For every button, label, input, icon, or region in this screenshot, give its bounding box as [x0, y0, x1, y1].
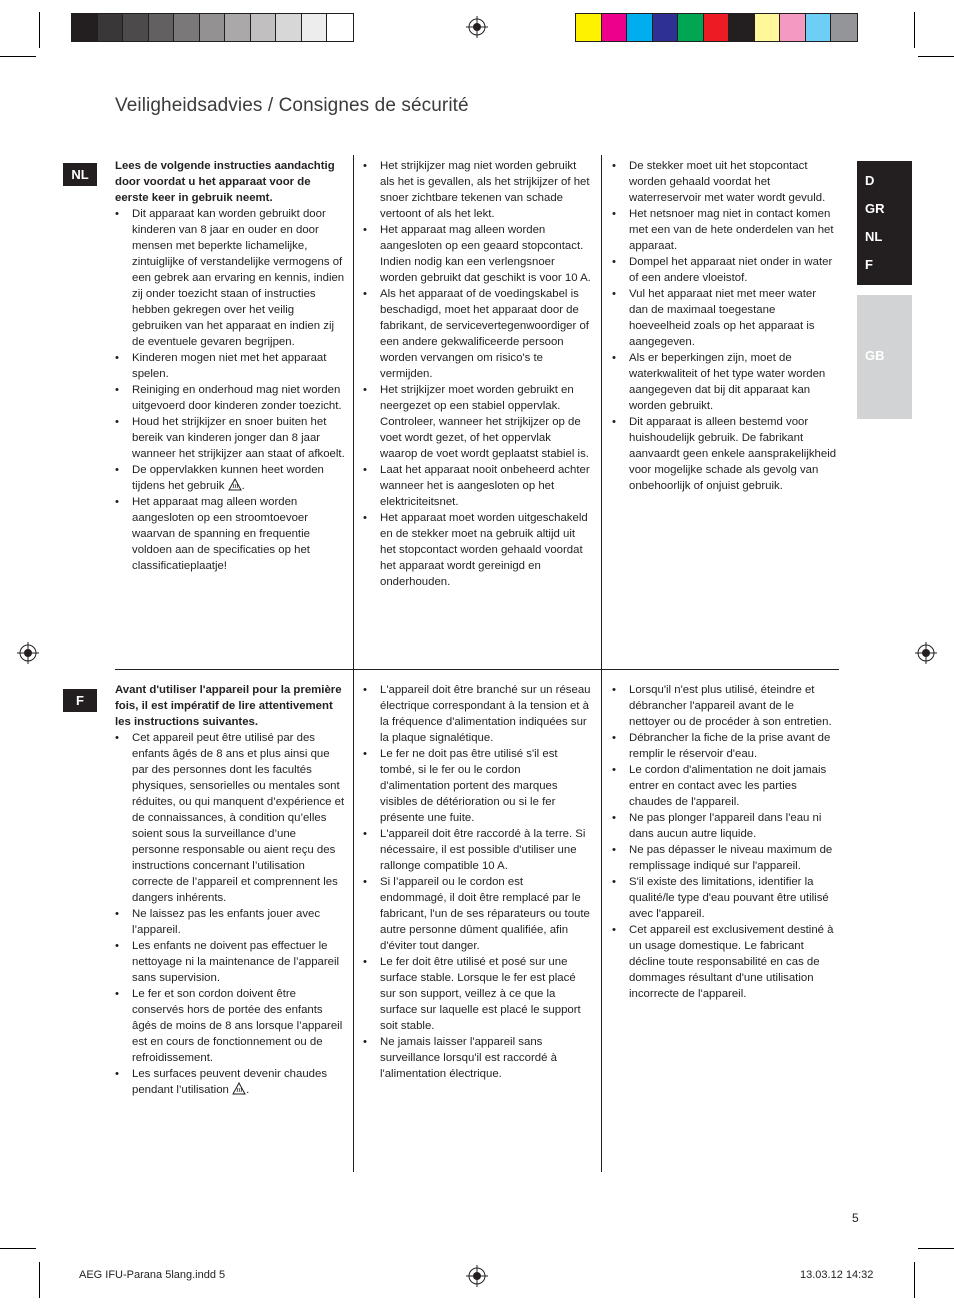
list-item: • L'appareil doit être branché sur un réseau électrique correspondant à la tension et à la fréquence d'alimentation indiquées sur la plaque signalétique.	[363, 682, 591, 746]
list-item: • Ne laissez pas les enfants jouer avec l’appareil.	[115, 906, 345, 938]
list-item: • Kinderen mogen niet met het apparaat spelen.	[115, 350, 345, 382]
crop-mark	[39, 1262, 40, 1298]
list-item: • Het apparaat moet worden uitgeschakeld en de stekker moet na gebruik altijd uit het stopcontact worden gehaald voordat het apparaat wordt gereinigd en onderhouden.	[363, 510, 591, 590]
nl-column-1	[115, 158, 345, 574]
footer-filename: AEG IFU-Parana 5lang.indd 5	[79, 1269, 226, 1281]
column-divider	[601, 155, 602, 669]
gray-swatch	[149, 14, 175, 41]
list-item: • Le fer et son cordon doivent être conservés hors de portée des enfants âgés de moins de 8 ans lorsque l’appareil est en cours de fonctionnement ou de refroidissement.	[115, 986, 345, 1066]
nl-intro: Lees de volgende instructies aandachtig door voordat u het apparaat voor de eerste keer in gebruik neemt.	[115, 160, 335, 204]
section-badge-f: F	[63, 689, 97, 712]
list-item: • Les enfants ne doivent pas effectuer le nettoyage ni la maintenance de l’appareil sans supervision.	[115, 938, 345, 986]
color-swatch	[755, 14, 781, 41]
lang-tab-f[interactable]: F	[865, 257, 873, 272]
registration-mark-icon	[466, 1265, 488, 1287]
color-swatch	[729, 14, 755, 41]
gray-swatch	[225, 14, 251, 41]
gray-swatch	[200, 14, 226, 41]
gray-swatch	[327, 14, 353, 41]
list-item: • Cet appareil peut être utilisé par des enfants âgés de 8 ans et plus ainsi que par des personnes dont les facultés physiques, sensorielles ou mentales sont réduites, ou qui manquent d’expérience et de connaissances, à condition qu’elles soient sous la surveillance d’une personne responsable ou aient reçu des instructions concernant l’utilisation correcte de l’appareil et comprennent les dangers inhérents.	[115, 730, 345, 906]
fr-column-1	[115, 682, 345, 1098]
gray-swatch	[98, 14, 124, 41]
crop-mark	[39, 12, 40, 48]
hot-surface-warning-icon	[232, 1082, 246, 1095]
registration-mark-icon	[17, 642, 39, 664]
column-divider	[353, 670, 354, 1172]
warning-text: Les surfaces peuvent devenir chaudes pendant l’utilisation	[132, 1068, 328, 1096]
list-item: • Laat het apparaat nooit onbeheerd achter wanneer het is aangesloten op het elektriciteitsnet.	[363, 462, 591, 510]
gray-swatch	[276, 14, 302, 41]
list-item-warning: • De oppervlakken kunnen heet worden tijdens het gebruik .	[115, 462, 345, 494]
list-item: • Le fer doit être utilisé et posé sur une surface stable. Lorsque le fer est placé sur son support, veillez à ce que la surface sur laquelle est placé le support soit stable.	[363, 954, 591, 1034]
list-item: • Le cordon d'alimentation ne doit jamais entrer en contact avec les parties chaudes de l'appareil.	[612, 762, 838, 810]
list-item-warning: • Les surfaces peuvent devenir chaudes pendant l’utilisation .	[115, 1066, 345, 1098]
list-item: • Dit apparaat kan worden gebruikt door kinderen van 8 jaar en ouder en door mensen met beperkte lichamelijke, zintuiglijke of verstandelijke vermogens of een gebrek aan ervaring en kennis, indien zij onder toezicht staan of instructies hebben gekregen over het veilig gebruiken van het apparaat en indien zij de eventuele gevaren begrijpen.	[115, 206, 345, 350]
list-item: • Het apparaat mag alleen worden aangesloten op een stroomtoevoer waarvan de spanning en frequentie voldoen aan de specificaties op het classificatieplaatje!	[115, 494, 345, 574]
crop-mark	[0, 56, 36, 57]
nl-column-3	[612, 158, 838, 494]
crop-mark	[914, 1262, 915, 1298]
color-swatch	[602, 14, 628, 41]
list-item: • Dompel het apparaat niet onder in water of een andere vloeistof.	[612, 254, 838, 286]
list-item: • Als er beperkingen zijn, moet de waterkwaliteit of het type water worden aangegeven dat bij dit apparaat kan worden gebruikt.	[612, 350, 838, 414]
list-item: • Ne pas plonger l'appareil dans l'eau ni dans aucun autre liquide.	[612, 810, 838, 842]
gray-swatch	[123, 14, 149, 41]
list-item: • Het strijkijzer moet worden gebruikt en neergezet op een stabiel oppervlak. Controleer, wanneer het strijkijzer op de voet wordt gezet, of het oppervlak waarop de voet wordt geplaatst stabiel is.	[363, 382, 591, 462]
color-swatch	[627, 14, 653, 41]
list-item: • Als het apparaat of de voedingskabel is beschadigd, moet het apparaat door de fabrikant, de servicevertegenwoordiger of een andere gekwalificeerde persoon worden vervangen om risico's te vermijden.	[363, 286, 591, 382]
grayscale-color-bar	[71, 13, 354, 42]
crop-mark	[918, 56, 954, 57]
color-swatch	[831, 14, 857, 41]
section-divider	[115, 669, 839, 670]
nl-column-2	[363, 158, 591, 590]
warning-text: De oppervlakken kunnen heet worden tijdens het gebruik	[132, 464, 324, 492]
list-item: • Vul het apparaat niet met meer water dan de maximaal toegestane hoeveelheid zoals op het apparaat is aangegeven.	[612, 286, 838, 350]
list-item: • Het netsnoer mag niet in contact komen met een van de hete onderdelen van het apparaat.	[612, 206, 838, 254]
fr-column-2	[363, 682, 591, 1082]
color-swatch	[678, 14, 704, 41]
language-tabs-inactive	[857, 295, 912, 419]
gray-swatch	[302, 14, 328, 41]
lang-tab-gb[interactable]: GB	[865, 348, 885, 363]
fr-column-3	[612, 682, 838, 1002]
list-item: • Si l’appareil ou le cordon est endommagé, il doit être remplacé par le fabricant, l'un de ses réparateurs ou toute autre personne dûment qualifiée, afin d'éviter tout danger.	[363, 874, 591, 954]
list-item: • Reiniging en onderhoud mag niet worden uitgevoerd door kinderen zonder toezicht.	[115, 382, 345, 414]
column-divider	[353, 155, 354, 669]
list-item: • S'il existe des limitations, identifier la qualité/le type d'eau pouvant être utilisé avec l'appareil.	[612, 874, 838, 922]
color-swatch	[576, 14, 602, 41]
registration-mark-icon	[466, 16, 488, 38]
language-tabs-active	[857, 161, 912, 285]
lang-tab-nl[interactable]: NL	[865, 229, 883, 244]
list-item: • Ne jamais laisser l'appareil sans surveillance lorsqu'il est raccordé à l'alimentation électrique.	[363, 1034, 591, 1082]
list-item: • Lorsqu'il n'est plus utilisé, éteindre et débrancher l'appareil avant de le nettoyer ou de procéder à son entretien.	[612, 682, 838, 730]
list-item: • Débrancher la fiche de la prise avant de remplir le réservoir d'eau.	[612, 730, 838, 762]
crop-mark	[918, 1248, 954, 1249]
gray-swatch	[174, 14, 200, 41]
list-item: • Houd het strijkijzer en snoer buiten het bereik van kinderen jonger dan 8 jaar wanneer het strijkijzer aan staat of afkoelt.	[115, 414, 345, 462]
process-color-bar	[575, 13, 858, 42]
list-item: • Dit apparaat is alleen bestemd voor huishoudelijk gebruik. De fabrikant aanvaardt geen enkele aansprakelijkheid voor mogelijke schade als gevolg van onbehoorlijk of onjuist gebruik.	[612, 414, 838, 494]
crop-mark	[914, 12, 915, 48]
color-swatch	[780, 14, 806, 41]
page-title: Veiligheidsadvies / Consignes de sécurité	[115, 95, 469, 116]
list-item: • De stekker moet uit het stopcontact worden gehaald voordat het waterreservoir met water wordt gevuld.	[612, 158, 838, 206]
section-badge-nl: NL	[63, 163, 97, 186]
fr-intro: Avant d'utiliser l'appareil pour la première fois, il est impératif de lire attentivement les instructions suivantes.	[115, 684, 342, 728]
color-swatch	[806, 14, 832, 41]
list-item: • Le fer ne doit pas être utilisé s'il est tombé, si le fer ou le cordon d'alimentation portent des marques visibles de détérioration ou si le fer présente une fuite.	[363, 746, 591, 826]
list-item: • L'appareil doit être raccordé à la terre. Si nécessaire, il est possible d'utiliser une rallonge compatible 10 A.	[363, 826, 591, 874]
footer-timestamp: 13.03.12 14:32	[800, 1269, 874, 1281]
lang-tab-gr[interactable]: GR	[865, 201, 885, 216]
lang-tab-d[interactable]: D	[865, 173, 875, 188]
hot-surface-warning-icon	[228, 478, 242, 491]
crop-mark	[0, 1248, 36, 1249]
list-item: • Het apparaat mag alleen worden aangesloten op een geaard stopcontact. Indien nodig kan een verlengsnoer worden gebruikt dat geschikt is voor 10 A.	[363, 222, 591, 286]
color-swatch	[653, 14, 679, 41]
list-item: • Cet appareil est exclusivement destiné à un usage domestique. Le fabricant décline toute responsabilité en cas de dommages résultant d'une utilisation incorrecte de l'appareil.	[612, 922, 838, 1002]
list-item: • Ne pas dépasser le niveau maximum de remplissage indiqué sur l'appareil.	[612, 842, 838, 874]
gray-swatch	[72, 14, 98, 41]
registration-mark-icon	[915, 642, 937, 664]
page-number: 5	[852, 1211, 859, 1225]
column-divider	[601, 670, 602, 1172]
color-swatch	[704, 14, 730, 41]
gray-swatch	[251, 14, 277, 41]
list-item: • Het strijkijzer mag niet worden gebruikt als het is gevallen, als het strijkijzer of het snoer zichtbare tekenen van schade vertoont of als het lekt.	[363, 158, 591, 222]
